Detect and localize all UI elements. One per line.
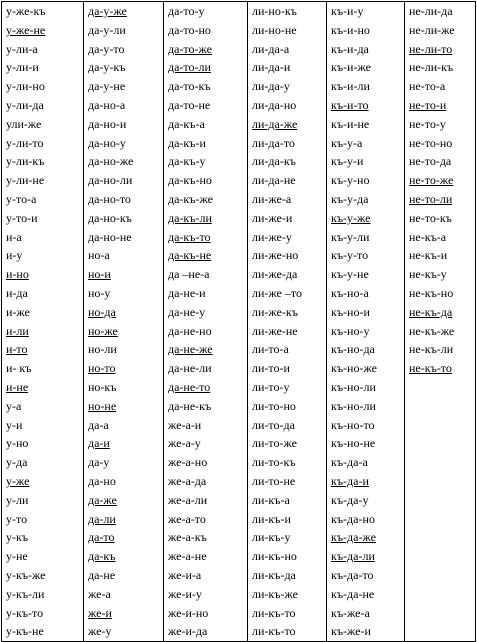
syllable-entry: къ-но-ли (331, 379, 376, 394)
syllable-entry: не-то-да (409, 154, 452, 169)
syllable-entry: ли-къ-но (252, 549, 297, 564)
syllable-column-5 (327, 2, 405, 642)
syllable-entry: къ-и-но (331, 22, 370, 37)
syllable-entry: и-не (6, 379, 29, 394)
syllable-entry: да-къ (88, 549, 116, 564)
syllable-entry: у-къ-же (6, 567, 46, 582)
syllable-entry: да-не-же (168, 342, 213, 357)
syllable-entry: ли-то-но (252, 398, 296, 413)
syllable-entry: не-ли-къ (409, 60, 454, 75)
syllable-entry: не-къ-у (409, 267, 447, 282)
syllable-entry: ли-да-не (252, 173, 296, 188)
syllable-entry: и-а (6, 229, 22, 244)
syllable-entry: ли-то-же (252, 436, 297, 451)
syllable-entry: ли-къ-то (252, 624, 296, 639)
syllable-entry: у-не (6, 549, 28, 564)
syllable-entry: къ-но-то (331, 417, 375, 432)
syllable-entry: къ-да-не (331, 586, 375, 601)
syllable-entry: у-то-и (6, 210, 38, 225)
syllable-entry: да-не-но (168, 323, 212, 338)
syllable-entry: къ-да-но (331, 511, 375, 526)
syllable-entry: ли-но-къ (252, 4, 297, 18)
syllable-entry: не-къ-то (409, 361, 452, 376)
syllable-entry: у-ли-то (6, 135, 44, 150)
syllable-entry: же-а-но (168, 455, 208, 470)
syllable-entry: ли-же-но (252, 248, 299, 263)
syllable-entry: же-и-а (168, 567, 202, 582)
syllable-entry: ли-же-да (252, 267, 298, 282)
syllable-entry: да-то-же (168, 41, 212, 56)
syllable-entry: же-а-не (168, 549, 207, 564)
syllable-entry: да-но (88, 473, 116, 488)
syllable-entry: же-у (88, 624, 112, 639)
syllable-entry: къ-же-и (331, 624, 371, 639)
syllable-entry: къ-у-и (331, 154, 364, 169)
syllable-entry: да-у-то (88, 41, 125, 56)
syllable-entry: у-а (6, 398, 22, 413)
syllable-entry: не-ли-то (409, 41, 453, 56)
syllable-entry: да-а (88, 417, 109, 432)
syllable-entry: у-къ (6, 530, 29, 545)
syllable-entry: у-же-къ (6, 4, 46, 18)
syllable-entry: да-но-то (88, 191, 131, 206)
syllable-entry: ли-же –то (252, 285, 302, 300)
syllable-entry: у-ли-не (6, 173, 45, 188)
syllable-entry: къ-и-ли (331, 79, 370, 94)
syllable-entry: у-же (6, 473, 30, 488)
syllable-entry: но-не (88, 398, 117, 413)
syllable-entry: да –не-а (168, 267, 210, 282)
syllable-entry: да-но-а (88, 97, 126, 112)
syllable-entry: ли-къ-то (252, 605, 296, 620)
syllable-entry: не-къ-но (409, 285, 454, 300)
syllable-entry: же-и-да (168, 624, 208, 639)
syllable-entry: не-къ-а (409, 229, 447, 244)
syllable-entry: и-у (6, 248, 23, 263)
syllable-entry: да-къ-не (168, 248, 212, 263)
syllable-entry: у-ли-а (6, 41, 38, 56)
syllable-entry: да-къ-но (168, 173, 212, 188)
syllable-entry: но-то (88, 361, 116, 376)
syllable-entry: да-же (88, 492, 117, 507)
syllable-entry: не-къ-ли (409, 342, 454, 357)
syllable-entry: ли-къ-и (252, 511, 291, 526)
syllable-entry: да-къ-и (168, 135, 206, 150)
syllable-entry: да-то-но (168, 22, 211, 37)
syllable-entry: къ-да-и (331, 473, 369, 488)
syllable-entry: у-ли-къ (6, 154, 45, 169)
syllable-entry: къ-да-то (331, 567, 374, 582)
syllable-entry: не-ли-же (409, 22, 455, 37)
syllable-entry: къ-и-не (331, 116, 370, 131)
syllable-entry: да-не-ли (168, 361, 212, 376)
syllable-entry: къ-у-же (331, 210, 371, 225)
syllable-entry: да-и (88, 436, 110, 451)
syllable-entry: у-ли-да (6, 97, 44, 112)
syllable-entry: ли-да-и (252, 60, 291, 75)
syllable-entry: ли-да-же (252, 116, 298, 131)
syllable-entry: да-но-же (88, 154, 134, 169)
syllable-entry: да-не-къ (168, 398, 212, 413)
table-row (2, 2, 476, 642)
syllable-entry: не-то-и (409, 97, 447, 112)
syllable-entry: къ-но-у (331, 323, 370, 338)
syllable-entry: къ-у-не (331, 267, 369, 282)
syllable-column-4 (248, 2, 327, 642)
syllable-entry: ли-то-не (252, 473, 296, 488)
syllable-entry: къ-но-же (331, 361, 377, 376)
syllable-entry: да-у-къ (88, 60, 126, 75)
syllable-entry: да-не (88, 567, 116, 582)
syllable-entry: ли-да-у (252, 79, 290, 94)
syllable-entry: къ-у-то (331, 248, 369, 263)
syllable-entry: же-а-и (168, 417, 202, 432)
syllable-entry: къ-у-а (331, 135, 363, 150)
syllable-entry: не-къ-и (409, 248, 448, 263)
syllable-entry: но-къ (88, 379, 117, 394)
syllable-entry: и-то (6, 342, 28, 357)
syllable-entry: ли-же-и (252, 210, 293, 225)
syllable-entry: у-къ-не (6, 624, 44, 639)
syllable-entry: и-но (6, 267, 29, 282)
syllable-entry: да-то-къ (168, 79, 211, 94)
syllable-entry: да-къ-а (168, 116, 205, 131)
syllable-entry: ли-то-и (252, 361, 290, 376)
syllable-entry: не-къ-же (409, 323, 455, 338)
syllable-entry: къ-и-то (331, 97, 369, 112)
syllable-entry: да-но-не (88, 229, 132, 244)
syllable-entry: къ-но-ли (331, 398, 376, 413)
syllable-entry: ли-же-а (252, 191, 292, 206)
syllable-entry: же-а-да (168, 473, 207, 488)
syllable-entry: же-и-но (168, 605, 209, 620)
syllable-entry: у-ли (6, 492, 29, 507)
syllable-column-2 (84, 2, 164, 642)
syllable-entry: да-но-къ (88, 210, 132, 225)
syllable-entry: къ-да-а (331, 455, 368, 470)
syllable-entry: къ-и-да (331, 41, 369, 56)
syllable-entry: ли-къ-же (252, 586, 298, 601)
syllable-entry: да-не-у (168, 304, 206, 319)
syllable-entry: не-то-а (409, 79, 446, 94)
syllable-entry: да-къ-то (168, 229, 211, 244)
syllable-entry: да-но-и (88, 116, 127, 131)
syllable-entry: къ-у-ли (331, 229, 370, 244)
syllable-entry: да-не-и (168, 285, 206, 300)
syllable-entry: не-то-же (409, 173, 454, 188)
syllable-entry: ли-но-не (252, 22, 297, 37)
syllable-entry: и-же (6, 304, 30, 319)
syllable-entry: же-а-къ (168, 530, 207, 545)
syllable-entry: у-но (6, 436, 29, 451)
syllable-entry: ли-да-а (252, 41, 290, 56)
syllable-entry: но-да (88, 304, 116, 319)
syllable-entry: у-ли-но (6, 79, 45, 94)
syllable-entry: къ-но-и (331, 304, 370, 319)
syllable-entry: да-къ-ли (168, 210, 212, 225)
syllable-entry: къ-да-же (331, 530, 376, 545)
syllable-entry: къ-но-а (331, 285, 369, 300)
syllable-entry: не-то-но (409, 135, 453, 150)
syllable-entry: у-къ-то (6, 605, 44, 620)
syllable-entry: ли-же-къ (252, 304, 298, 319)
syllable-entry: не-ли-да (409, 4, 453, 18)
syllable-entry: да-у-не (88, 79, 126, 94)
syllable-column-6 (405, 2, 476, 642)
syllable-entry: къ-у-да (331, 191, 369, 206)
syllable-entry: но-у (88, 285, 111, 300)
syllable-entry: и-да (6, 285, 28, 300)
syllable-entry: къ-да-у (331, 492, 369, 507)
syllable-entry: и- къ (6, 361, 32, 376)
syllable-entry: у-же-не (6, 22, 46, 37)
syllable-entry: но-и (88, 267, 111, 282)
syllable-entry: ли-къ-а (252, 492, 290, 507)
syllable-entry: же-а-у (168, 436, 201, 451)
syllable-entry: у-да (6, 455, 28, 470)
syllable-entry: да-но-ли (88, 173, 133, 188)
syllable-entry: ли-да-къ (252, 154, 296, 169)
syllable-entry: къ-но-да (331, 342, 375, 357)
syllable-entry: у-то (6, 511, 28, 526)
syllable-entry: ли-къ-у (252, 530, 291, 545)
syllable-column-1 (2, 2, 84, 642)
syllable-entry: же-а (88, 586, 111, 601)
syllable-entry: но-ли (88, 342, 117, 357)
syllable-column-3 (164, 2, 248, 642)
syllable-entry: не-то-ли (409, 191, 453, 206)
syllable-entry: ли-да-но (252, 97, 297, 112)
syllable-entry: же-а-ли (168, 492, 208, 507)
syllable-entry: ли-же-не (252, 323, 298, 338)
syllable-entry: да-къ-у (168, 154, 206, 169)
syllable-entry: у-ли-и (6, 60, 39, 75)
syllable-entry: къ-у-но (331, 173, 370, 188)
syllable-entry: да-то (88, 530, 115, 545)
syllable-entry: у-и (6, 417, 23, 432)
syllable-entry: ли-же-у (252, 229, 292, 244)
syllable-entry: ли-къ-да (252, 567, 296, 582)
syllable-entry: да-къ-же (168, 191, 213, 206)
syllable-entry: у-къ-ли (6, 586, 45, 601)
syllable-entry: же-а-то (168, 511, 206, 526)
syllable-entry: да-то-у (168, 4, 205, 18)
syllable-entry: не-къ-да (409, 304, 453, 319)
syllable-entry: но-же (88, 323, 118, 338)
syllable-entry: же-и (88, 605, 112, 620)
syllable-entry: да-ли (88, 511, 116, 526)
syllable-entry: да-то-ли (168, 60, 211, 75)
syllable-entry: да-но-у (88, 135, 126, 150)
syllable-entry: да-у-ли (88, 22, 126, 37)
syllable-entry: да-то-не (168, 97, 211, 112)
syllable-entry: ли-да-то (252, 135, 295, 150)
syllable-entry: но-а (88, 248, 110, 263)
syllable-entry: къ-и-же (331, 60, 371, 75)
syllable-entry: да-у-же (88, 4, 127, 18)
syllable-entry: къ-же-а (331, 605, 370, 620)
syllable-entry: къ-да-ли (331, 549, 375, 564)
syllable-entry: и-ли (6, 323, 29, 338)
syllable-entry: къ-и-у (331, 4, 364, 18)
syllable-entry: ли-то-къ (252, 455, 296, 470)
syllable-table (1, 1, 476, 642)
syllable-entry: да-не-то (168, 379, 211, 394)
syllable-entry: ули-же (6, 116, 42, 131)
syllable-entry: у-то-а (6, 191, 37, 206)
syllable-entry: не-то-къ (409, 210, 452, 225)
syllable-entry: ли-то-у (252, 379, 290, 394)
syllable-entry: не-то-у (409, 116, 446, 131)
syllable-entry: да-у (88, 455, 110, 470)
syllable-entry: ли-то-а (252, 342, 289, 357)
syllable-entry: же-и-у (168, 586, 202, 601)
syllable-entry: ли-то-да (252, 417, 295, 432)
syllable-entry: къ-но-не (331, 436, 376, 451)
